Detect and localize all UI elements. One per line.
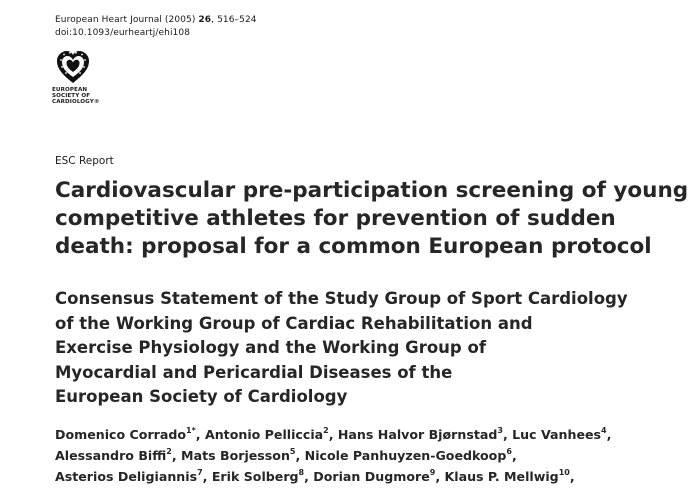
author-separator: , <box>202 469 212 484</box>
author-name[interactable]: Asterios Deligiannis <box>55 469 198 484</box>
esc-logo <box>52 50 112 116</box>
affiliation-marker[interactable]: 2 <box>323 426 329 435</box>
page-range: , 516–524 <box>211 15 257 25</box>
affiliation-marker[interactable]: 8 <box>298 468 305 477</box>
affiliation-marker[interactable]: 9 <box>429 468 436 477</box>
author-name[interactable]: Klaus P. Mellwig <box>444 469 559 484</box>
journal-name: European Heart Journal (2005) <box>55 15 199 25</box>
heart-stars-icon <box>55 50 91 86</box>
citation-line <box>55 14 257 27</box>
author-name[interactable]: Antonio Pelliccia <box>204 427 324 442</box>
author-line <box>55 424 700 445</box>
author-line <box>55 445 700 466</box>
author-name[interactable]: Hans Halvor Bjørnstad <box>337 427 498 442</box>
author-list <box>55 424 700 487</box>
affiliation-marker[interactable]: 10 <box>558 468 570 477</box>
author-separator: , <box>328 427 338 442</box>
volume-number: 26 <box>198 15 212 25</box>
author-name[interactable]: Nicole Panhuyzen-Goedkoop <box>304 448 507 463</box>
doi[interactable]: doi:10.1093/eurheartj/ehi108 <box>55 28 191 38</box>
author-name[interactable]: Erik Solberg <box>211 469 299 484</box>
logo-line: CARDIOLOGY® <box>52 99 100 106</box>
affiliation-marker[interactable]: 5 <box>289 447 296 456</box>
author-name[interactable]: Luc Vanhees <box>512 427 602 442</box>
author-separator: , <box>171 448 182 463</box>
author-separator: , <box>195 427 205 442</box>
author-name[interactable]: Dorian Dugmore <box>313 469 430 484</box>
subtitle-line: of the Working Group of Cardiac Rehabilitation and <box>55 313 533 333</box>
logo-line: EUROPEAN <box>52 87 88 93</box>
author-name[interactable]: Domenico Corrado <box>55 427 187 442</box>
author-separator: , <box>569 469 575 484</box>
subtitle-line: European Society of Cardiology <box>55 387 348 406</box>
affiliation-marker[interactable]: 6 <box>506 447 512 456</box>
article-title: Cardiovascular pre-participation screening of young competitive athletes for prevention of sudden death: proposal for a common European protocol <box>55 178 689 259</box>
article-subtitle <box>55 287 695 410</box>
author-separator: , <box>295 448 305 463</box>
affiliation-marker[interactable]: 1* <box>186 426 196 435</box>
author-name[interactable]: Alessandro Biffi <box>55 448 167 463</box>
subtitle-line: Myocardial and Pericardial Diseases of the <box>55 362 453 382</box>
subtitle-line: Consensus Statement of the Study Group of Sport Cardiology <box>55 289 628 308</box>
article-type: ESC Report <box>55 155 114 167</box>
affiliation-marker[interactable]: 2 <box>166 447 172 456</box>
author-separator: , <box>502 427 513 442</box>
affiliation-marker[interactable]: 4 <box>601 426 607 435</box>
author-separator: , <box>304 469 314 484</box>
logo-line: SOCIETY OF <box>52 93 91 100</box>
author-separator: , <box>606 427 612 442</box>
author-name[interactable]: Mats Borjesson <box>181 448 290 463</box>
author-line <box>55 466 700 487</box>
affiliation-marker[interactable]: 7 <box>197 468 203 477</box>
esc-logo-text <box>52 87 100 106</box>
subtitle-line: Exercise Physiology and the Working Group of <box>55 338 486 357</box>
author-separator: , <box>435 469 445 484</box>
journal-citation <box>55 14 257 40</box>
author-separator: , <box>511 448 517 463</box>
affiliation-marker[interactable]: 3 <box>497 426 503 435</box>
